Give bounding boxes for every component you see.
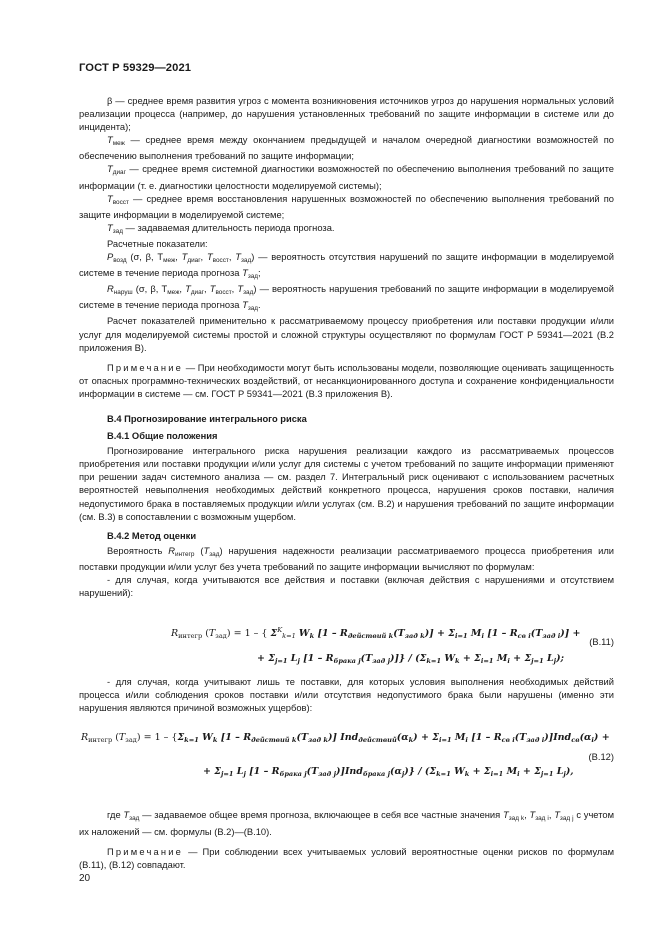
indicator-rnarush: $R_{наруш}$ (σ, β, $T_{меж}$, $T_{диаг}$, $T_{восст}$, $T_{зад}$) — вероятность нарушения требований по защите информации в моделируемой системе в течение периода прогноза $T_{зад}$. xyxy=(79,284,614,313)
para-b41: Прогнозирование интегрального риска нарушения реализации каждого из рассматриваемых процессов приобретения или поставки продукции и/или услуг для системы с учетом требований по защите информации применяют при решении задач системного анализа — см. раздел 7. Интегральный риск оценивают с использованием расчетных вероятностей невыполнения необходимых действий конкретного процесса, нарушения сроков поставки, наличия недопустимого брака в поставляемых продукции и/или услугах (см. В.2) и нарушения требований по защите информации (см. В.3) в сопоставлении с возможным ущербом. xyxy=(79,446,614,522)
section-b4-title: В.4 Прогнозирование интегрального риска xyxy=(107,413,307,424)
definition-tdiag: $T_{диаг}$ — среднее время системной диагностики возможностей по обеспечению выполнения требований по защите информации (т. е. диагностики целостности моделируемой системы); xyxy=(79,164,614,191)
formula-b11: $R_{интегр}$ $(T_{зад}) = 1$ – { $\Sigma^K_{k=1}$ $W_k$ $[1 - R_{действий k}(T_{зад k})] + \Sigma_{i=1}$ $M_i$ $[1 - R_{св i}(T_{зад i})]$ + + $\Sigma_{j=1}$ $L_j$ $[1 - R_{брака j}(T_{зад j})]\} / (\Sigma_{k=1}$ $W_k + \Sigma_{i=1}$ $M_i + \Sigma_{j=1}$ $L_j$); (В.11) xyxy=(171,626,614,666)
para-b42: Вероятность $R_{интегр}$ $(T_{зад})$ нарушения надежности реализации рассматриваемого процесса приобретения или поставки продукции и/или услуг без учета требований по защите информации вычисляют по формулам: xyxy=(79,545,614,572)
definition-beta: β — среднее время развития угроз с момента возникновения источников угроз до нарушения нормальных условий реализации процесса (например, до нарушения установленных требований по защите информации в системе или до инцидента); xyxy=(79,96,614,133)
page-number: 20 xyxy=(79,873,91,884)
definition-tzad: $T_{зад}$ — задаваемая длительность периода прогноза. xyxy=(107,222,335,235)
document-body xyxy=(79,95,614,872)
section-b42-title: В.4.2 Метод оценки xyxy=(107,530,197,541)
definition-tvosst: $T_{восст}$ — среднее время восстановления нарушенных возможностей по обеспечению выполнения требований по защите информации в моделируемой системе; xyxy=(79,193,614,220)
formula-b12-number: (В.12) xyxy=(588,752,614,763)
formula-b12: $R_{интегр}$ $(T_{зад}) = 1 - \{\Sigma_{k=1}$ $W_k$ $[1 - R_{действий k}(T_{зад k})]$ $Ind_{действий}(\alpha_k) + \Sigma_{i=1}$ $M_i$ $[1 - R_{св i}(T_{зад i})]Ind_{св}(\alpha_i)$ + + $\Sigma_{j=1}$ $L_j$ $[1 - R_{брака j}(T_{зад j})]Ind_{брака j}(\alpha_j)\} / (\Sigma_{k=1}$ $W_k + \Sigma_{i=1}$ $M_i + \Sigma_{j=1}$ $L_j$), (В.12) xyxy=(81,732,614,779)
note-1: Примечание — При необходимости могут быть использованы модели, позволяющие оценивать защищенность от опасных программно-технических воздействий, от несанкционированного доступа и сохранение конфиденциальности информации в системе — см. ГОСТ Р 59341—2021 (В.3 приложения В). xyxy=(79,362,614,399)
case-1: - для случая, когда учитываются все действия и поставки (включая действия с нарушениями и отсутствием нарушений): xyxy=(79,575,614,599)
formula-b11-number: (В.11) xyxy=(589,637,614,648)
definition-tmezh: $T_{меж}$ — среднее время между окончанием предыдущей и началом очередной диагностики возможностей по обеспечению выполнения требований по защите информации; xyxy=(79,135,614,162)
where-clause: где $T_{зад}$ — задаваемое общее время прогноза, включающее в себя все частные значения $T_{зад k}$, $T_{зад i}$, $T_{зад j}$ с учетом их наложений — см. формулы (В.2)—(В.10). xyxy=(79,810,614,837)
section-b41-title: В.4.1 Общие положения xyxy=(107,431,218,442)
calc-label: Расчетные показатели: xyxy=(107,238,208,249)
para-calc: Расчет показателей применительно к рассматриваемому процессу приобретения или поставки продукции и/или услуг для моделируемой системы простой и сложной структуры осуществляют по формулам ГОСТ Р 59341—2021 (В.2 приложения В). xyxy=(79,316,614,353)
standard-header: ГОСТ Р 59329—2021 xyxy=(79,62,192,74)
case-2: - для случая, когда учитывают лишь те поставки, для которых условия выполнения необходимых действий процесса и/или соблюдения сроков поставки и/или отсутствия недопустимого брака были нарушены (именно эти нарушения являются причиной возможных ущербов): xyxy=(79,677,614,714)
indicator-pvozd: $P_{возд}$ (σ, β, $T_{меж}$, $T_{диаг}$, $T_{восст}$, $T_{зад}$) — вероятность отсутствия нарушений по защите информации в моделируемой системе в течение периода прогноза $T_{зад}$; xyxy=(79,252,614,281)
note-2: Примечание — При соблюдении всех учитываемых условий вероятностные оценки рисков по формулам (В.11), (В.12) совпадают. xyxy=(79,846,614,870)
